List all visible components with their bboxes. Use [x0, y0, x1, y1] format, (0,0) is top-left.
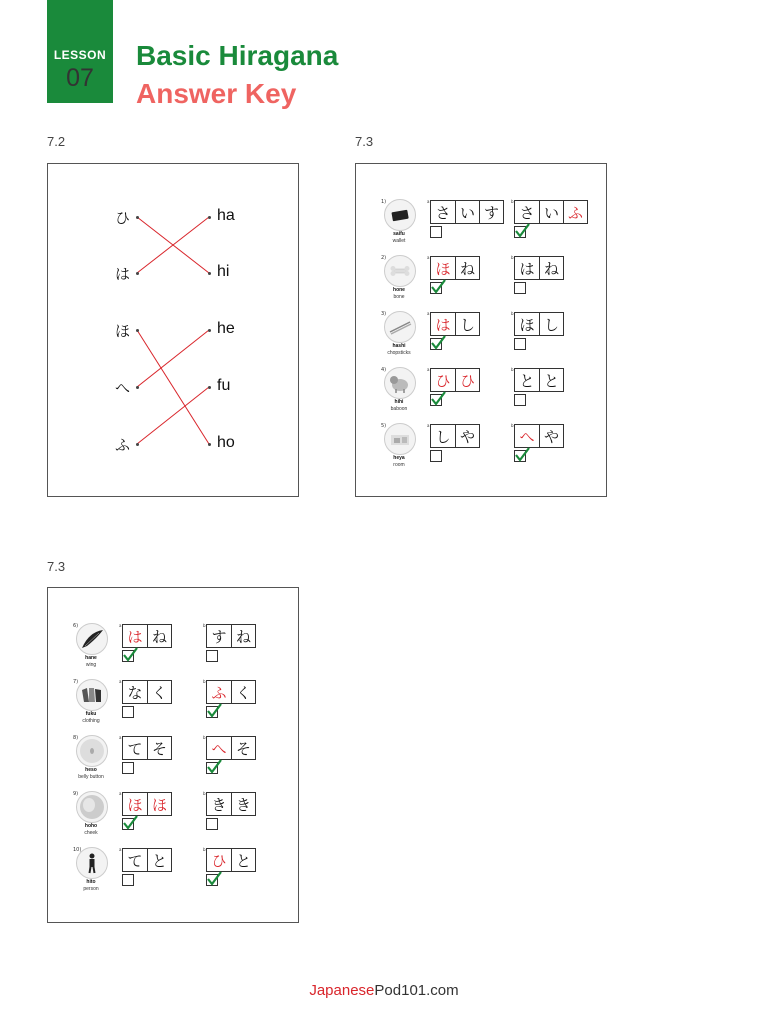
kana-cell: と — [231, 849, 255, 871]
matching-exercise — [47, 163, 299, 497]
exercise-picture — [384, 423, 416, 455]
kana-cell: し — [455, 313, 479, 335]
kana-cell: は — [519, 259, 535, 278]
exercise-romaji-word: heso — [85, 767, 97, 773]
exercise-romaji-word: hoho — [84, 823, 98, 829]
matching-lines — [48, 164, 300, 498]
page-subtitle: Answer Key — [136, 78, 297, 109]
option-b-kana-box — [514, 312, 564, 336]
kana-cell: す — [211, 627, 227, 646]
matching-left-kana: は — [115, 265, 131, 283]
kana-cell: や — [455, 425, 479, 447]
option-letter-b: b. — [511, 311, 515, 316]
exercise-english-word: clothing — [82, 718, 100, 724]
matching-right-dot[interactable] — [208, 329, 211, 332]
exercise-english-word: belly button — [78, 774, 104, 780]
checkmark-icon — [122, 815, 138, 831]
option-a-checkbox[interactable] — [122, 706, 134, 718]
exercise-row — [356, 421, 606, 477]
option-a-kana-box — [122, 736, 172, 760]
option-a-kana-box — [430, 424, 480, 448]
kana-cell: す — [479, 201, 503, 223]
exercise-romaji-word: hihi — [394, 399, 404, 405]
kana-cell: て — [127, 739, 143, 758]
checkmark-icon — [206, 871, 222, 887]
option-b-checkbox[interactable] — [514, 282, 526, 294]
kana-cell: ね — [231, 625, 255, 647]
exercise-row — [356, 365, 606, 421]
exercise-picture — [384, 255, 416, 287]
option-a-checkbox[interactable] — [430, 450, 442, 462]
option-b-checkbox[interactable] — [514, 450, 526, 462]
exercise-row — [48, 733, 298, 789]
lesson-number: 07 — [66, 64, 94, 92]
exercise-number: 7) — [73, 679, 79, 685]
exercise-number: 9) — [73, 791, 79, 797]
exercise-number: 4) — [381, 367, 387, 373]
matching-right-romaji: ho — [217, 434, 235, 451]
option-b-checkbox[interactable] — [514, 394, 526, 406]
option-letter-b: b. — [511, 423, 515, 428]
option-b-kana-box — [514, 200, 588, 224]
option-b-checkbox[interactable] — [514, 338, 526, 350]
option-letter-b: b. — [203, 623, 207, 628]
exercise-romaji-word: hashi — [392, 343, 406, 349]
option-b-kana-box — [206, 736, 256, 760]
lesson-label: LESSON — [53, 48, 107, 62]
exercise-picture — [76, 791, 108, 823]
exercise-number: 10) — [73, 847, 82, 853]
option-b-checkbox[interactable] — [206, 818, 218, 830]
option-letter-b: b. — [203, 679, 207, 684]
kana-cell: ひ — [455, 369, 479, 391]
matching-right-romaji: ha — [217, 207, 235, 224]
exercise-picture — [76, 679, 108, 711]
kana-cell: や — [539, 425, 563, 447]
matching-left-kana: ひ — [115, 209, 131, 227]
option-letter-a: a. — [427, 199, 431, 204]
kana-cell: ひ — [435, 371, 451, 390]
exercise-row — [356, 253, 606, 309]
option-letter-a: a. — [119, 623, 123, 628]
exercise-romaji-word: hane — [85, 655, 97, 661]
exercise-number: 5) — [381, 423, 387, 429]
option-a-checkbox[interactable] — [122, 650, 134, 662]
kana-cell: く — [147, 681, 171, 703]
exercise-romaji-word: saifu — [393, 231, 405, 237]
matching-right-dot[interactable] — [208, 386, 211, 389]
option-letter-a: a. — [119, 735, 123, 740]
section-label-7-3-first: 7.3 — [355, 134, 374, 149]
matching-left-dot[interactable] — [136, 216, 139, 219]
kana-cell: く — [231, 681, 255, 703]
exercise-romaji-word: hone — [393, 287, 405, 293]
kana-cell: と — [147, 849, 171, 871]
option-b-checkbox[interactable] — [206, 706, 218, 718]
checkmark-icon — [514, 223, 530, 239]
kana-cell: な — [127, 683, 143, 702]
option-a-checkbox[interactable] — [430, 338, 442, 350]
option-a-kana-box — [430, 256, 480, 280]
kana-cell: へ — [211, 739, 227, 758]
kana-cell: そ — [147, 737, 171, 759]
exercise-row — [48, 845, 298, 901]
kana-cell: は — [127, 627, 143, 646]
option-letter-a: a. — [427, 255, 431, 260]
checkmark-icon — [430, 279, 446, 295]
option-letter-b: b. — [511, 199, 515, 204]
kana-cell: ほ — [127, 795, 143, 814]
option-b-kana-box — [206, 624, 256, 648]
option-letter-a: a. — [427, 423, 431, 428]
checkmark-icon — [430, 391, 446, 407]
option-a-kana-box — [430, 368, 480, 392]
exercise-number: 6) — [73, 623, 79, 629]
matching-left-dot[interactable] — [136, 329, 139, 332]
exercise-picture — [76, 847, 108, 879]
footer-brand-part2: Pod101.com — [374, 982, 459, 999]
kana-cell: ね — [147, 625, 171, 647]
matching-left-kana: ふ — [115, 436, 131, 454]
exercise-picture — [76, 623, 108, 655]
option-b-kana-box — [514, 368, 564, 392]
exercise-english-word: cheek — [84, 830, 98, 836]
matching-left-dot[interactable] — [136, 272, 139, 275]
exercise-row — [356, 309, 606, 365]
kana-cell: し — [435, 427, 451, 446]
matching-right-romaji: he — [217, 320, 235, 337]
page-title: Basic Hiragana — [136, 40, 339, 71]
option-a-checkbox[interactable] — [430, 394, 442, 406]
exercise-english-word: chopsticks — [387, 350, 411, 356]
exercise-english-word: person — [83, 886, 99, 892]
exercise-row — [48, 677, 298, 733]
exercise-romaji-word: fuku — [85, 711, 97, 717]
section-label-7-3-second: 7.3 — [47, 559, 66, 574]
checkmark-icon — [206, 703, 222, 719]
option-a-kana-box — [122, 680, 172, 704]
exercise-number: 8) — [73, 735, 79, 741]
matching-left-kana: ほ — [115, 322, 131, 340]
option-b-checkbox[interactable] — [206, 650, 218, 662]
exercise-romaji-word: heya — [393, 455, 405, 461]
option-letter-b: b. — [511, 367, 515, 372]
matching-right-dot[interactable] — [208, 443, 211, 446]
kana-cell: さ — [519, 203, 535, 222]
option-a-kana-box — [430, 312, 480, 336]
exercise-7-3-page-1 — [355, 163, 607, 497]
checkmark-icon — [514, 447, 530, 463]
exercise-english-word: wing — [85, 662, 97, 668]
matching-left-kana: へ — [115, 379, 131, 397]
exercise-english-word: room — [393, 462, 405, 468]
checkmark-icon — [122, 647, 138, 663]
kana-cell: ふ — [211, 683, 227, 702]
footer-brand-part1: Japanese — [309, 982, 375, 999]
option-b-kana-box — [514, 424, 564, 448]
checkmark-icon — [206, 759, 222, 775]
matching-line — [137, 330, 209, 444]
option-a-checkbox[interactable] — [122, 818, 134, 830]
option-letter-a: a. — [427, 367, 431, 372]
option-letter-b: b. — [203, 735, 207, 740]
kana-cell: き — [211, 795, 227, 814]
option-letter-a: a. — [119, 847, 123, 852]
exercise-7-3-page-2 — [47, 587, 299, 923]
lesson-badge — [47, 0, 113, 103]
option-letter-b: b. — [511, 255, 515, 260]
kana-cell: ほ — [519, 315, 535, 334]
exercise-english-word: wallet — [392, 238, 406, 244]
option-letter-a: a. — [119, 791, 123, 796]
option-b-checkbox[interactable] — [514, 226, 526, 238]
kana-cell: ね — [455, 257, 479, 279]
exercise-number: 3) — [381, 311, 387, 317]
option-a-checkbox[interactable] — [430, 282, 442, 294]
exercise-romaji-word: hito — [86, 879, 96, 885]
kana-cell: へ — [519, 427, 535, 446]
kana-cell: そ — [231, 737, 255, 759]
matching-right-romaji: hi — [217, 263, 230, 280]
matching-left-dot[interactable] — [136, 443, 139, 446]
exercise-picture — [384, 367, 416, 399]
checkmark-icon — [430, 335, 446, 351]
exercise-row — [356, 197, 606, 253]
option-a-kana-box — [430, 200, 504, 224]
option-a-kana-box — [122, 792, 172, 816]
option-b-kana-box — [514, 256, 564, 280]
exercise-picture — [384, 311, 416, 343]
exercise-picture — [76, 735, 108, 767]
kana-cell: て — [127, 851, 143, 870]
kana-cell: ひ — [211, 851, 227, 870]
option-a-checkbox[interactable] — [122, 874, 134, 886]
kana-cell: さ — [435, 203, 451, 222]
option-letter-a: a. — [427, 311, 431, 316]
matching-left-dot[interactable] — [136, 386, 139, 389]
kana-cell: し — [539, 313, 563, 335]
kana-cell: と — [519, 371, 535, 390]
option-b-checkbox[interactable] — [206, 762, 218, 774]
exercise-english-word: baboon — [390, 406, 408, 412]
option-b-kana-box — [206, 680, 256, 704]
option-b-kana-box — [206, 848, 256, 872]
kana-cell: ほ — [435, 259, 451, 278]
option-letter-a: a. — [119, 679, 123, 684]
exercise-picture — [384, 199, 416, 231]
matching-right-dot[interactable] — [208, 272, 211, 275]
kana-cell: ふ — [563, 201, 587, 223]
kana-cell: ね — [539, 257, 563, 279]
exercise-english-word: bone — [393, 294, 405, 300]
footer-site[interactable] — [0, 982, 768, 999]
option-a-kana-box — [122, 848, 172, 872]
kana-cell: い — [455, 201, 479, 223]
kana-cell: い — [539, 201, 563, 223]
matching-right-romaji: fu — [217, 377, 231, 394]
option-b-kana-box — [206, 792, 256, 816]
option-b-checkbox[interactable] — [206, 874, 218, 886]
option-letter-b: b. — [203, 847, 207, 852]
exercise-number: 2) — [381, 255, 387, 261]
option-a-checkbox[interactable] — [122, 762, 134, 774]
matching-right-dot[interactable] — [208, 216, 211, 219]
option-a-checkbox[interactable] — [430, 226, 442, 238]
option-a-kana-box — [122, 624, 172, 648]
matching-line — [137, 330, 209, 387]
kana-cell: ほ — [147, 793, 171, 815]
exercise-row — [48, 621, 298, 677]
exercise-row — [48, 789, 298, 845]
matching-line — [137, 387, 209, 444]
option-letter-b: b. — [203, 791, 207, 796]
kana-cell: は — [435, 315, 451, 334]
kana-cell: き — [231, 793, 255, 815]
section-label-7-2: 7.2 — [47, 134, 66, 149]
exercise-number: 1) — [381, 199, 387, 205]
kana-cell: と — [539, 369, 563, 391]
